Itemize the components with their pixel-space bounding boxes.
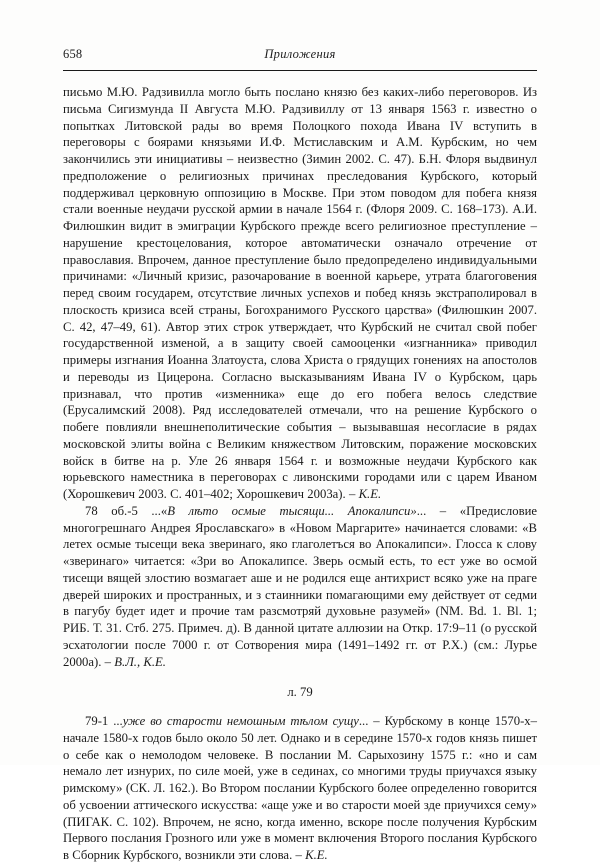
text-block bbox=[63, 84, 537, 864]
paragraph-2-lemma-suffix: ... – bbox=[416, 503, 460, 518]
sheet-heading: л. 79 bbox=[287, 685, 313, 700]
paragraph-1-signature: К.Е. bbox=[358, 487, 382, 501]
paragraph-2-signature: В.Л., К.Е. bbox=[114, 654, 166, 669]
paragraph-commentary-3 bbox=[63, 713, 537, 864]
paragraph-3-signature: К.Е. bbox=[305, 848, 328, 862]
paragraph-2-lemma: В лѣто осмые тысящи... Апокалипси» bbox=[167, 503, 417, 518]
page-number: 658 bbox=[63, 47, 83, 61]
paragraph-3-lemma-prefix: ... bbox=[113, 714, 123, 728]
paragraph-3-lemma: уже во старости немошным тѣлом сущу bbox=[122, 714, 359, 728]
running-header-inner bbox=[63, 47, 537, 67]
paragraph-commentary-1 bbox=[63, 84, 537, 503]
paragraph-1-text: письмо М.Ю. Радзивилла могло быть послано князю без каких-либо переговоров. Из письма Сигизмунда II Августа М.Ю. Радзивиллу от 13 января 1563 г. известно о попытках Литовской рады во время Полоцкого похода Ивана IV вступить в переговоры с боярами князьями И.Ф. Мстиславским и А.М. Курбским, но чем закончились эти инициативы – неизвестно (Зимин 2002. С. 47). Б.Н. Флоря выдвинул предположение о религиозных причинах преследования Курбского, который поддерживал церковную оппозицию в Москве. При этом поводом для побега князя стали военные неудачи русской армии в начале 1564 г. (Флоря 2009. С. 168–173). А.И. Филюшкин видит в эмиграции Курбского прежде всего религиозное преступление – нарушение крестоцелования, которое автоматически означало отречение от православия. Впрочем, данное преступление было предопределено индивидуальными причинами: «Личный кризис, разочарование в военной карьере, утрата благоговения перед своим государем, отсутствие личных успехов и побед князь экстраполировал в плоскость кризиса всей страны, Богохранимого Русского царства» (Филюшкин 2007. С. 42, 47–49, 61). Автор этих строк утверждает, что Курбский не считал свой побег государственной изменой, а в защиту своей самооценки «изгнанника» приводил примеры изгнания Иоанна Златоуста, слова Христа о грядущих гонениях на апостолов и переводы из Цицерона. Согласно высказываниям Ивана IV о Курбском, царь признавал, что против «изменника» еще до его побега велось следствие (Ерусалимский 2008). Ряд исследователей отмечали, что на решение Курбского о побеге повлияли внешнеполитические события – вызывавшая несогласие в рядах московской элиты война с Великим княжеством Литовским, поражение московских войск в битве на р. Уле 26 января 1564 г. и возможные неудачи Курбского как юрьевского наместника в переговорах с ливонскими городами или с царем Иваном (Хорошкевич 2003. С. 401–402; Хорошкевич 2003а). – bbox=[63, 85, 537, 501]
paragraph-2-text: «Предисловие многогрешнаго Андрея Ярославскаго» в «Новом Маргарите» начинается словами: «В летех осмые тысещи века зверинаго, яко глаголетъся во Апокалипси». Глосса к слову «зверинаго» читается: «Зри во Апокалипсе. Зверь осмый есть, то ест уже во осмой тисещи вящей злостию возмагает аше и не родился еще антихрист всяко уже на праге дверей широких и пространных, и з стаинники помагающими ему действует от седми в пагубу будет идет и прочие там разсмотряй духовьне разумей» (NM. Bd. 1. Bl. 1; РИБ. Т. 31. Стб. 275. Примеч. д). В данной цитате аллюзии на Откр. 17:9–11 (о русской эсхатологии после 7000 г. от Сотворения мира (1491–1492 гг. от Р.Х.) (см.: Лурье 2000а). – bbox=[63, 503, 537, 669]
running-header bbox=[63, 47, 537, 69]
paragraph-2-locus: 78 об.-5 bbox=[85, 503, 152, 518]
paragraph-3-lemma-suffix: ... – bbox=[358, 714, 385, 728]
paragraph-2-lemma-prefix: ...« bbox=[151, 503, 168, 518]
paragraph-3-text: Курбскому в конце 1570-х–начале 1580-х годов было около 50 лет. Однако и в середине 1570-х годов князь пишет о себе как о немолодом человеке. В послании М. Сарыхозину 1575 г.: «но и сам немало лет изнурих, по силе моей, уже в сединах, со многими труды приучахся языку римскому» (СК. Л. 162.). Во Втором послании Курбского более определенно говорится об усвоении аттического искусства: «аще уже и во старости моей зде приучихся сему» (ПИГАК. С. 102). Впрочем, не ясно, когда именно, вскоре после получения Курбским Первого послания Грозного или уже в момент включения Второго послания Курбского в Сборник Курбского, возникли эти слова. – bbox=[63, 714, 537, 862]
header-rule bbox=[63, 70, 537, 71]
paragraph-3-locus: 79-1 bbox=[85, 714, 114, 728]
paragraph-commentary-2 bbox=[63, 503, 537, 671]
running-title: Приложения bbox=[264, 47, 336, 61]
